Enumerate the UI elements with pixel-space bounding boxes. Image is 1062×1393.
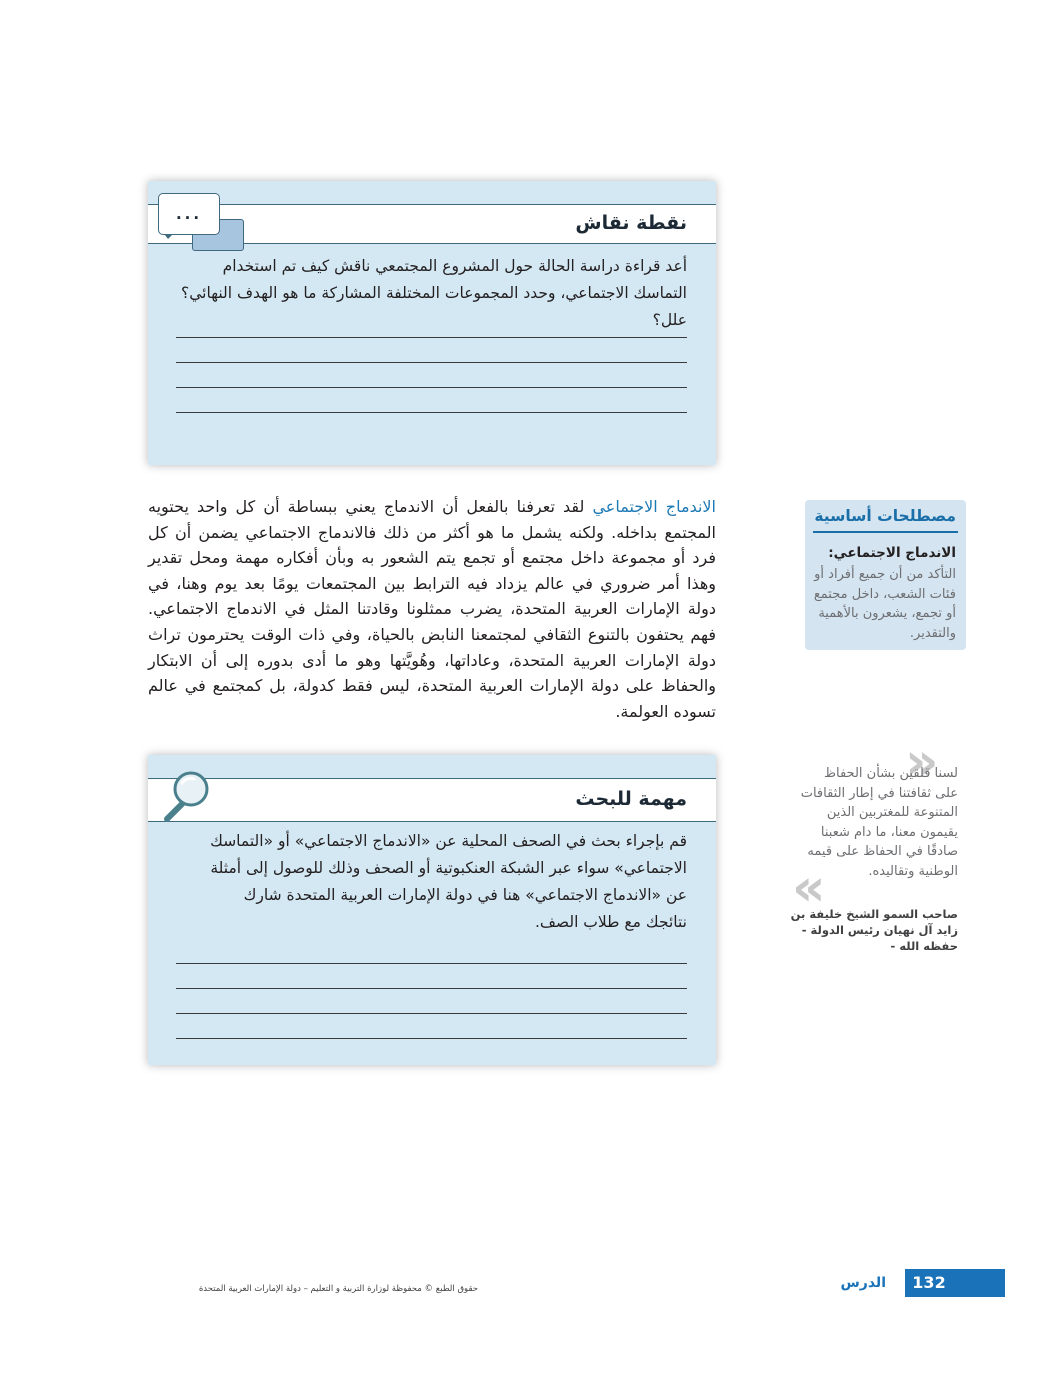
- quote-open-icon: »: [905, 732, 939, 792]
- answer-line[interactable]: [176, 1038, 687, 1039]
- key-terms-heading: مصطلحات أساسية: [814, 507, 956, 525]
- page-number: 132: [912, 1273, 946, 1292]
- answer-line[interactable]: [176, 387, 687, 388]
- research-title: مهمة للبحث: [575, 788, 687, 810]
- discussion-text: أعد قراءة دراسة الحالة حول المشروع المجتمعي ناقش كيف تم استخدام التماسك الاجتماعي، وحدد المجموعات المختلفة المشاركة ما هو الهدف النهائي؟ علل؟: [181, 257, 687, 329]
- discussion-box: [148, 181, 716, 465]
- key-term-highlight: الاندماج الاجتماعي: [592, 497, 717, 516]
- answer-line[interactable]: [176, 1013, 687, 1014]
- answer-line[interactable]: [176, 412, 687, 413]
- research-box: [148, 755, 716, 1065]
- key-term-title: الاندماج الاجتماعي:: [828, 545, 956, 561]
- answer-line[interactable]: [176, 362, 687, 363]
- discussion-title: نقطة نقاش: [575, 212, 687, 234]
- speech-bubbles-icon: [158, 193, 220, 235]
- main-paragraph: [148, 494, 716, 724]
- main-paragraph-text: لقد تعرفنا بالفعل أن الاندماج يعني ببساطة أن كل واحد يحتويه المجتمع بداخله. ولكنه يشمل ما هو أكثر من ذلك فالاندماج الاجتماعي يضمن أن كل فرد أو مجموعة داخل مجتمع أو تجمع يتم الشعور به وبأن أفكاره مهمة ومحل تقدير وهذا أمر ضروري في عالم يزداد فيه الترابط بين المجتمعات يومًا بعد يوم وهنا، في دولة الإمارات العربية المتحدة، يضرب ممثلونا وقادتنا المثل في الاندماج الاجتماعي. فهم يحتفون بالتنوع الثقافي لمجتمعنا النابض بالحياة، وفي ذات الوقت يحترمون تراث دولة الإمارات العربية المتحدة، وعاداتها، وهُويَّتها وهو ما أدى بدوره إلى أن الابتكار والحفاظ على دولة الإمارات العربية المتحدة، ليس فقط كدولة، بل كمجتمع في عالم تسوده العولمة.: [148, 497, 716, 721]
- research-text: قم بإجراء بحث في الصحف المحلية عن «الاندماج الاجتماعي» أو «التماسك الاجتماعي» سواء عبر الشبكة العنكبوتية أو الصحف وذلك للوصول إلى أمثلة عن «الاندماج الاجتماعي» هنا في دولة الإمارات العربية المتحدة شارك نتائجك مع طلاب الصف.: [210, 832, 687, 931]
- key-term-definition: التأكد من أن جميع أفراد أو فئات الشعب، داخل مجتمع أو تجمع، يشعرون بالأهمية والتقدير.: [813, 567, 956, 641]
- bubble-dots: ...: [175, 205, 203, 223]
- answer-line[interactable]: [176, 988, 687, 989]
- key-terms-box: [805, 500, 966, 650]
- answer-line[interactable]: [176, 963, 687, 964]
- quote-source: صاحب السمو الشيخ خليفة بن زايد آل نهيان رئيس الدولة - حفظه الله -: [790, 907, 958, 953]
- magnifier-icon: [154, 767, 214, 825]
- copyright-notice: حقوق الطبع © محفوظة لوزارة التربية و التعليم – دولة الإمارات العربية المتحدة: [198, 1284, 478, 1294]
- quote-close-icon: «: [792, 858, 826, 918]
- answer-line[interactable]: [176, 337, 687, 338]
- lesson-label: الدرس: [840, 1275, 886, 1291]
- quote-text: لسنا قلقين بشأن الحفاظ على ثقافتنا في إطار الثقافات المتنوعة للمغتربين الذين يقيمون معنا، ما دام شعبنا صادقًا في الحفاظ على قيمه الوطنية وتقاليده.: [800, 766, 958, 879]
- key-terms-divider: [813, 531, 958, 533]
